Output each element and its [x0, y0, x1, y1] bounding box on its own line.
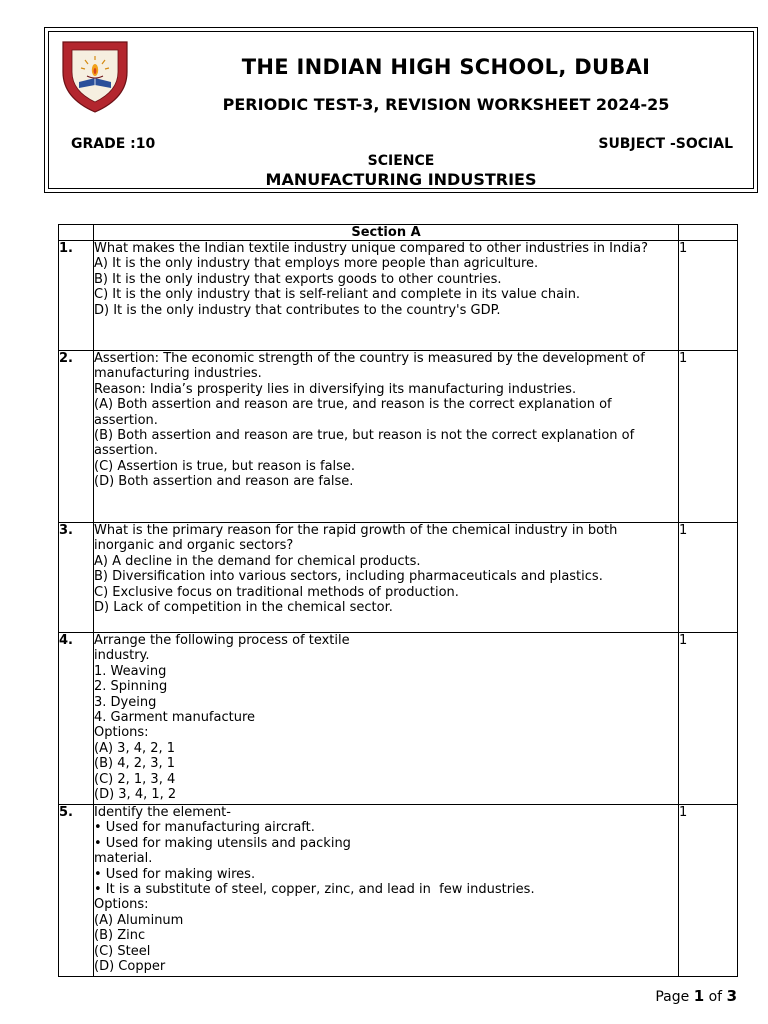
option-line: B) It is the only industry that exports goods to other countries. [94, 271, 502, 287]
page-label: Page [655, 989, 690, 1005]
page-total: 3 [726, 987, 737, 1005]
list-item: 1. Weaving [94, 663, 167, 679]
assertion-line: Assertion: The economic strength of the country is measured by the development of [94, 351, 645, 366]
question-text [94, 241, 679, 351]
questions-table [58, 224, 738, 977]
question-number: 1. [59, 241, 94, 351]
question-number: 2. [59, 351, 94, 523]
question-text [94, 805, 679, 977]
school-name: THE INDIAN HIGH SCHOOL, DUBAI [241, 55, 651, 79]
question-marks: 1 [679, 633, 738, 805]
option-line: B) Diversification into various sectors, including pharmaceuticals and plastics. [94, 569, 603, 585]
list-item: 3. Dyeing [94, 694, 157, 710]
option-line: (C) 2, 1, 3, 4 [94, 771, 176, 787]
question-text [94, 633, 679, 805]
option-line: assertion. [94, 443, 158, 459]
list-item: • It is a substitute of steel, copper, zinc, and lead in few industries. [94, 882, 535, 898]
list-item: • Used for making wires. [94, 866, 256, 882]
assertion-line: manufacturing industries. [94, 366, 262, 382]
section-title: Section A [94, 225, 679, 241]
option-line: (A) 3, 4, 2, 1 [94, 740, 176, 756]
header-box [44, 27, 758, 193]
question-line: industry. [94, 648, 150, 664]
list-item: • Used for manufacturing aircraft. [94, 820, 315, 836]
options-label: Options: [94, 897, 149, 913]
question-marks: 1 [679, 241, 738, 351]
list-item: 4. Garment manufacture [94, 710, 256, 726]
question-text [94, 351, 679, 523]
page-current: 1 [693, 987, 705, 1005]
question-marks: 1 [679, 351, 738, 523]
option-line: (A) Both assertion and reason are true, and reason is the correct explanation of assertion. [94, 397, 616, 428]
list-item: material. [94, 851, 153, 867]
list-item: 2. Spinning [94, 679, 168, 695]
option-line: D) Lack of competition in the chemical sector. [94, 600, 393, 616]
question-marks: 1 [679, 805, 738, 977]
question-row [59, 805, 738, 977]
question-line: Arrange the following process of textile [94, 633, 350, 648]
subject-label: SUBJECT -SOCIAL [598, 136, 733, 152]
page-of-label: of [708, 989, 723, 1005]
question-line: Identify the element- [94, 805, 231, 820]
option-line: (B) Zinc [94, 928, 146, 944]
section-header-blank [59, 225, 94, 241]
chapter-title: MANUFACTURING INDUSTRIES [265, 170, 537, 189]
option-line: (B) Both assertion and reason are true, but reason is not the correct explanation of [94, 428, 635, 444]
question-row [59, 523, 738, 633]
question-row [59, 633, 738, 805]
option-line: (D) Copper [94, 959, 166, 975]
option-line: A) A decline in the demand for chemical products. [94, 553, 421, 569]
list-item: • Used for making utensils and packing [94, 835, 351, 851]
option-line: (B) 4, 2, 3, 1 [94, 756, 176, 772]
question-number: 4. [59, 633, 94, 805]
question-marks: 1 [679, 523, 738, 633]
section-header-row [59, 225, 738, 241]
section-header-blank [679, 225, 738, 241]
option-line: (A) Aluminum [94, 912, 184, 928]
question-row [59, 241, 738, 351]
option-line: C) It is the only industry that is self-reliant and complete in its value chain. [94, 287, 581, 303]
question-line: What is the primary reason for the rapid growth of the chemical industry in both inorganic and organic sectors? [94, 523, 622, 554]
page-number [655, 987, 737, 1005]
option-line: C) Exclusive focus on traditional methods of production. [94, 584, 459, 600]
option-line: A) It is the only industry that employs more people than agriculture. [94, 256, 539, 272]
question-number: 3. [59, 523, 94, 633]
grade-label: GRADE :10 [71, 136, 156, 152]
subject-label-continued: SCIENCE [367, 153, 435, 169]
question-line: What makes the Indian textile industry unique compared to other industries in India? [94, 241, 648, 256]
option-line: (C) Assertion is true, but reason is false. [94, 458, 356, 474]
question-number: 5. [59, 805, 94, 977]
question-text [94, 523, 679, 633]
test-title: PERIODIC TEST-3, REVISION WORKSHEET 2024-25 [222, 95, 670, 114]
question-row [59, 351, 738, 523]
option-line: (C) Steel [94, 943, 151, 959]
option-line: D) It is the only industry that contributes to the country's GDP. [94, 302, 501, 318]
options-label: Options: [94, 725, 149, 741]
option-line: (D) Both assertion and reason are false. [94, 474, 354, 490]
option-line: (D) 3, 4, 1, 2 [94, 787, 177, 803]
reason-line: Reason: India’s prosperity lies in diversifying its manufacturing industries. [94, 381, 577, 397]
